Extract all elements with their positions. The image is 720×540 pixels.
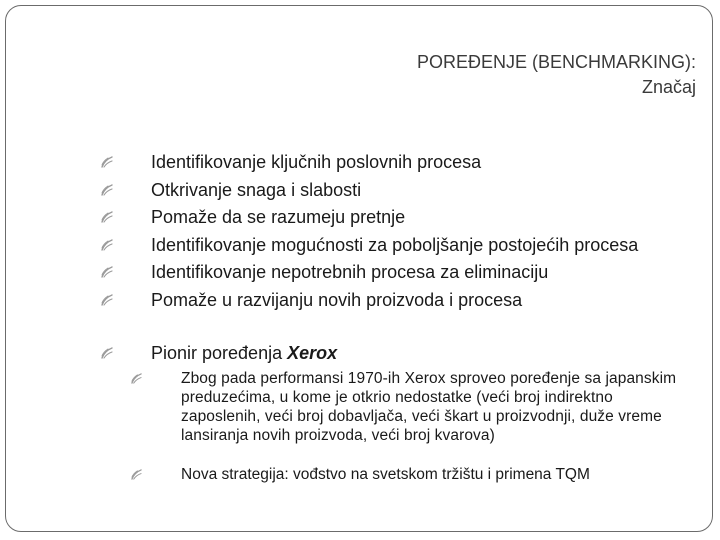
bullet-text: Otkrivanje snaga i slabosti	[151, 179, 362, 200]
flourish-bullet-icon	[131, 373, 142, 384]
pioneer-brand: Xerox	[287, 343, 338, 363]
flourish-bullet-icon	[101, 347, 113, 359]
sub-bullet-list	[0, 369, 720, 484]
bullet-item	[0, 178, 720, 206]
bullet-list	[0, 150, 720, 315]
bullet-item	[0, 233, 720, 261]
bullet-text: Identifikovanje nepotrebnih procesa za eliminaciju	[151, 262, 549, 282]
flourish-bullet-icon	[101, 294, 113, 306]
bullet-text: Identifikovanje ključnih poslovnih procesa	[151, 152, 482, 172]
flourish-bullet-icon	[101, 184, 113, 196]
flourish-bullet-icon	[101, 156, 113, 168]
sub-bullet-text: Nova strategija: vođstvo na svetskom tržištu i primena TQM	[181, 466, 590, 483]
flourish-bullet-icon	[101, 239, 113, 251]
pioneer-bullet	[0, 341, 720, 367]
bullet-item	[0, 288, 720, 316]
flourish-bullet-icon	[131, 469, 142, 480]
title-line-1: POREĐENJE (BENCHMARKING):	[416, 52, 696, 72]
sub-bullet-item	[0, 465, 720, 484]
slide-title	[417, 50, 696, 100]
pioneer-label: Pionir poređenja	[151, 343, 288, 363]
sub-bullet-text: Zbog pada performansi 1970-ih Xerox sproveo poređenje sa japanskim preduzećima, u kome je otkrio nedostatke (veći broj indirektno zaposlenih, veći broj dobavljača, veći škart u proizvodnji, duže vreme lansiranja novih proizvoda, veći broj kvarova)	[181, 370, 677, 444]
bullet-item	[0, 260, 720, 288]
bullet-item	[0, 150, 720, 178]
flourish-bullet-icon	[101, 211, 113, 223]
bullet-text: Identifikovanje mogućnosti za poboljšanje postojećih procesa	[151, 234, 639, 255]
pioneer-text	[151, 341, 337, 365]
bullet-item	[0, 205, 720, 233]
bullet-text: Pomaže u razvijanju novih proizvoda i procesa	[151, 289, 523, 310]
sub-bullet-item	[0, 369, 720, 465]
flourish-bullet-icon	[101, 266, 113, 278]
title-line-2: Značaj	[641, 77, 696, 97]
bullet-text: Pomaže da se razumeju pretnje	[151, 207, 406, 227]
